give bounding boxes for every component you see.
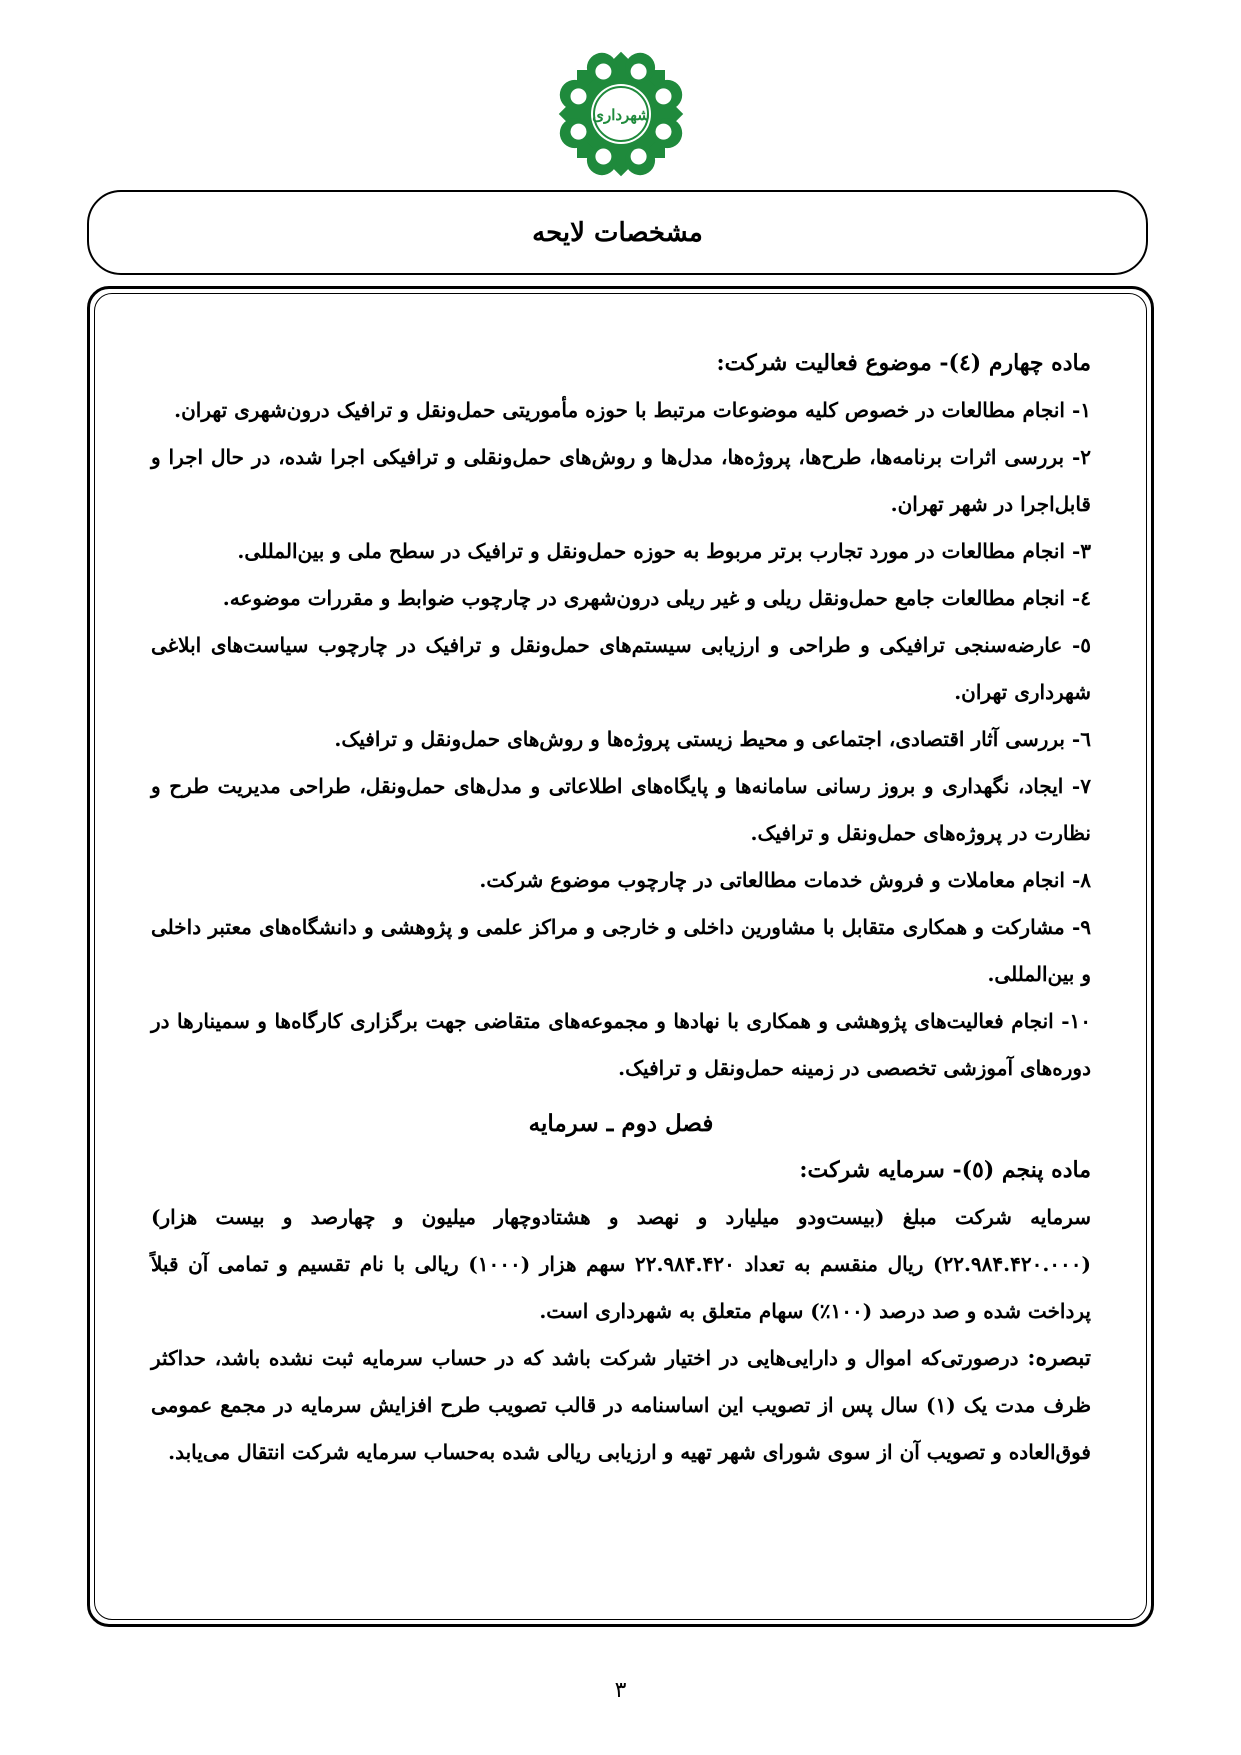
article-4-item-5: ٥- عارضه‌سنجی ترافیکی و طراحی و ارزیابی سیستم‌های حمل‌ونقل و ترافیک در چارچوب سیاست‌های ابلاغی شهرداری تهران. <box>151 633 1091 704</box>
article-4-item-6: ٦- بررسی آثار اقتصادی، اجتماعی و محیط زیستی پروژه‌ها و روش‌های حمل‌ونقل و ترافیک. <box>334 727 1091 751</box>
article-4-item-8: ۸- انجام معاملات و فروش خدمات مطالعاتی در چارچوب موضوع شرکت. <box>479 868 1091 892</box>
logo-lobe-inner <box>595 64 611 80</box>
tehran-municipality-logo <box>555 48 687 180</box>
logo-lobe-inner <box>571 124 587 140</box>
article-5-note <box>151 1335 1091 1476</box>
article-4-item-4: ٤- انجام مطالعات جامع حمل‌ونقل ریلی و غیر ریلی درون‌شهری در چارچوب ضوابط و مقررات موضوعه. <box>222 586 1091 610</box>
article-4-item-9: ۹- مشارکت و همکاری متقابل با مشاورین داخلی و خارجی و مراکز علمی و پژوهشی و دانشگاه‌های معتبر داخلی و بین‌المللی. <box>151 915 1091 986</box>
logo-lobe-inner <box>656 124 672 140</box>
article-4-item-7: ۷- ایجاد، نگهداری و بروز رسانی سامانه‌ها و پایگاه‌های اطلاعاتی و مدل‌های حمل‌ونقل، طراحی مدیریت طرح و نظارت در پروژه‌های حمل‌ونقل و ترافیک. <box>151 774 1091 845</box>
page-title: مشخصات لایحه <box>532 217 703 248</box>
logo-lobe-inner <box>571 88 587 104</box>
logo-lobe-inner <box>631 64 647 80</box>
article-5-title: ماده پنجم (٥)- سرمایه شرکت: <box>799 1157 1091 1183</box>
article-4-item-10: ۱۰- انجام فعالیت‌های پژوهشی و همکاری با نهادها و مجموعه‌های متقاضی جهت برگزاری کارگاه‌ها و سمینارها در دوره‌های آموزشی تخصصی در زمینه حمل‌ونقل و ترافیک. <box>151 1009 1091 1080</box>
document-body <box>151 340 1091 1476</box>
note-body: درصورتی‌که اموال و دارایی‌هایی در اختیار شرکت باشد که در حساب سرمایه ثبت نشده باشد، حداکثر ظرف مدت یک (۱) سال پس از تصویب این اساسنامه در قالب تصویب طرح افزایش سرمایه در مجمع عمومی فوق‌العاده و تصویب آن از سوی شورای شهر تهیه و ارزیابی ریالی شده به‌حساب سرمایه شرکت انتقال می‌یابد. <box>151 1346 1092 1464</box>
logo-lobe-inner <box>656 88 672 104</box>
chapter-2-title: فصل دوم ـ سرمایه <box>528 1110 714 1137</box>
logo-lobe-inner <box>595 149 611 165</box>
article-4-item-1: ۱- انجام مطالعات در خصوص کلیه موضوعات مرتبط با حوزه مأموریتی حمل‌ونقل و ترافیک درون‌شهری تهران. <box>174 398 1091 422</box>
article-4-item-3: ۳- انجام مطالعات در مورد تجارب برتر مربوط به حوزه حمل‌ونقل و ترافیک در سطح ملی و بین‌المللی. <box>237 539 1091 563</box>
article-5-body: سرمایه شرکت مبلغ (بیست‌ودو میلیارد و نهصد و هشتادوچهار میلیون و چهارصد و بیست هزار) (۲۲.۹۸۴.۴۲۰.۰۰۰) ریال منقسم به تعداد ۲۲.۹۸۴.۴۲۰ سهم هزار (۱۰۰۰) ریالی با نام تقسیم و تمامی آن قبلاً پرداخت شده و صد درصد (۱۰۰٪) سهام متعلق به شهرداری است. <box>151 1205 1092 1323</box>
article-4-title: ماده چهارم (٤)- موضوع فعالیت شرکت: <box>716 350 1091 376</box>
logo-lobe-inner <box>631 149 647 165</box>
logo-text: شهرداری <box>592 106 650 124</box>
article-4-item-2: ۲- بررسی اثرات برنامه‌ها، طرح‌ها، پروژه‌ها، مدل‌ها و روش‌های حمل‌ونقلی و ترافیکی اجرا شده، در حال اجرا و قابل‌اجرا در شهر تهران. <box>151 445 1091 516</box>
page-number: ۳ <box>614 1678 627 1703</box>
note-label: تبصره: <box>1027 1345 1091 1371</box>
header-box <box>87 190 1148 275</box>
